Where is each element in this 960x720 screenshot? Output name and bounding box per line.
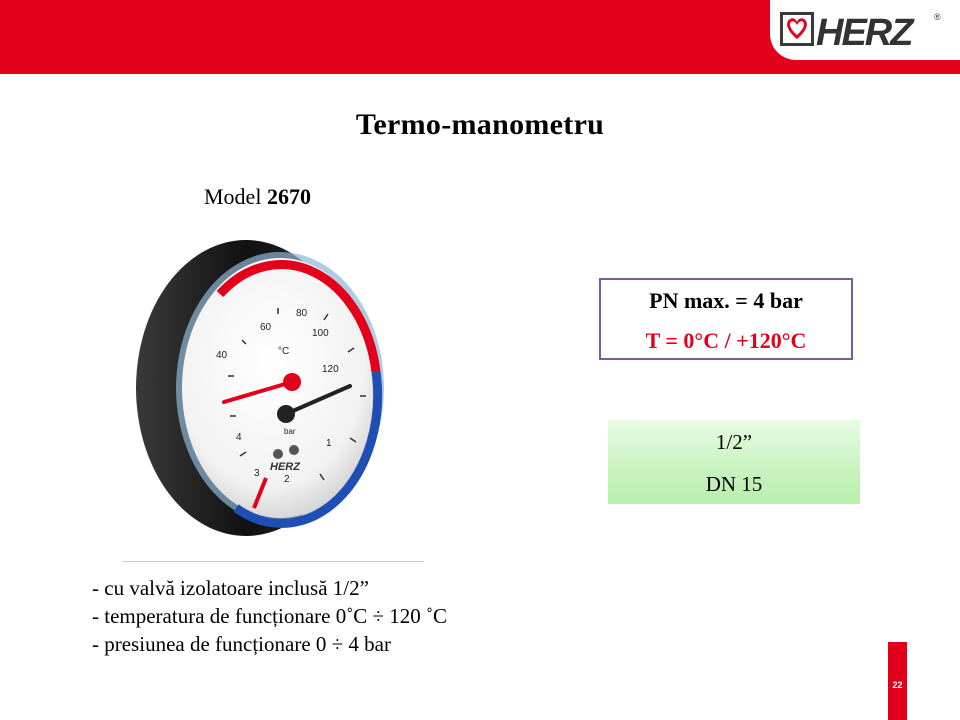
pressure-tick: 3 <box>254 468 260 479</box>
feature-item: - cu valvă izolatoare inclusă 1/2” <box>92 576 369 600</box>
connection-size-box <box>608 420 860 504</box>
temp-tick: 100 <box>312 328 329 339</box>
pressure-unit: bar <box>284 427 296 436</box>
max-pressure: PN max. = 4 bar <box>649 288 803 313</box>
temp-tick: 120 <box>322 364 339 375</box>
thread-size: 1/2” <box>715 430 753 454</box>
temp-tick: 80 <box>296 308 308 319</box>
temp-unit: °C <box>278 346 290 357</box>
temp-tick: 60 <box>260 322 272 333</box>
pressure-tick: 4 <box>236 432 242 443</box>
temperature-range: T = 0°C / +120°C <box>645 328 807 353</box>
logo-tab <box>770 0 960 60</box>
spec-box <box>599 278 853 360</box>
brand-text: HERZ <box>816 12 912 52</box>
pressure-tick: 1 <box>326 438 332 449</box>
registered-mark: ® <box>934 12 941 22</box>
feature-item: - presiunea de funcționare 0 ÷ 4 bar <box>92 632 391 656</box>
gauge-image <box>128 236 388 556</box>
feature-list <box>92 574 447 658</box>
slide-title: Termo-manometru <box>355 108 605 141</box>
pressure-tick: 2 <box>284 474 290 485</box>
model-prefix: Model <box>204 184 262 209</box>
image-baseline <box>122 561 424 562</box>
model-number: 2670 <box>266 184 311 209</box>
gauge-face-brand: HERZ <box>270 461 300 473</box>
feature-item: - temperatura de funcționare 0˚C ÷ 120 ˚C <box>92 604 447 628</box>
nominal-diameter: DN 15 <box>705 472 763 496</box>
page-tab <box>888 642 907 720</box>
temp-tick: 40 <box>216 350 228 361</box>
model-label <box>204 184 311 210</box>
herz-logo <box>778 6 946 52</box>
page-number: 22 <box>892 680 903 690</box>
